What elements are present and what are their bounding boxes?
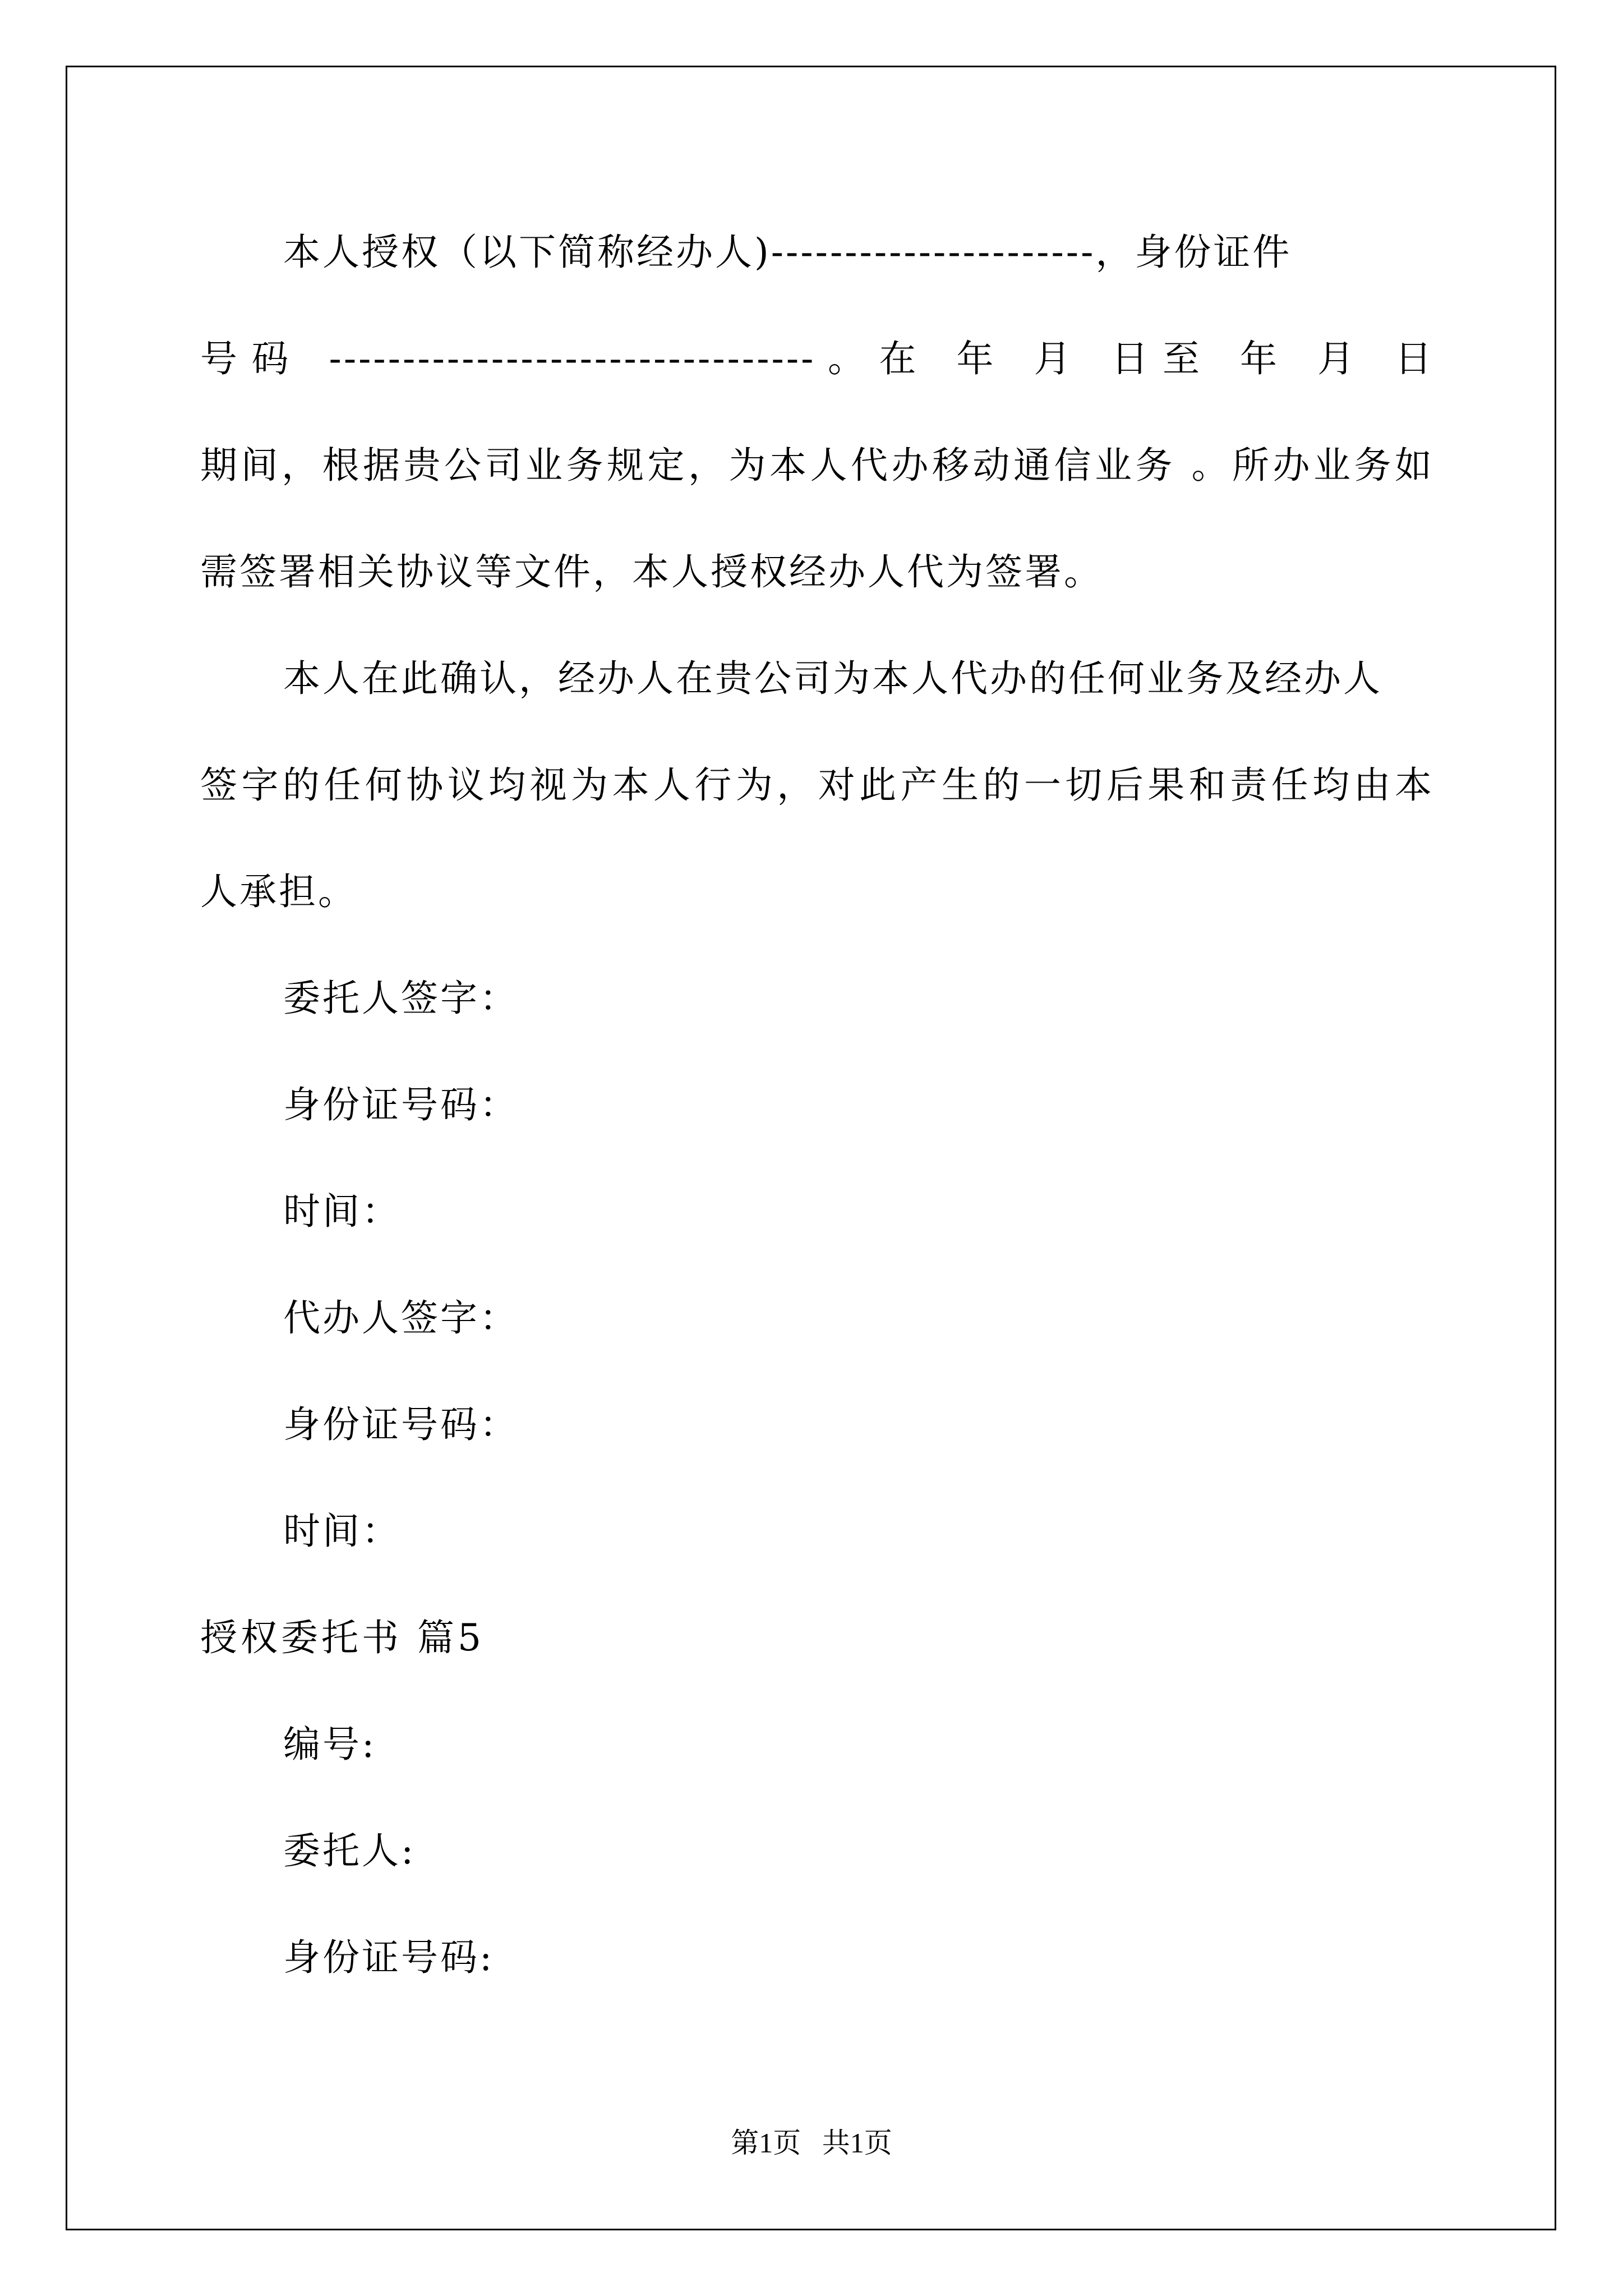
- principal-time-label: 时间：: [283, 1190, 401, 1233]
- paragraph-1-line-2: 号码 ---------------------------------。在 年 月 日至 年 月 日: [200, 337, 1434, 380]
- principal-id-label: 身份证号码：: [283, 1083, 519, 1126]
- page-footer: 第1页 共1页: [731, 2127, 892, 2159]
- paragraph-1-line-3: 期间，根据贵公司业务规定，为本人代办移动通信业务 。所办业务如: [200, 444, 1434, 487]
- id-number-label: 身份证号码:: [283, 1936, 495, 1979]
- paragraph-2-line-2: 签字的任何协议均视为本人行为，对此产生的一切后果和责任均由本: [200, 763, 1434, 807]
- paragraph-1-line-1: 本人授权（以下简称经办人)----------------------，身份证件: [283, 231, 1292, 274]
- principal-label: 委托人:: [283, 1829, 416, 1872]
- number-label: 编号:: [283, 1723, 377, 1766]
- agent-signature-label: 代办人签字：: [283, 1296, 519, 1340]
- principal-signature-label: 委托人签字：: [283, 977, 519, 1020]
- agent-time-label: 时间：: [283, 1510, 401, 1553]
- paragraph-1-line-4: 需签署相关协议等文件，本人授权经办人代为签署。: [200, 550, 1103, 593]
- agent-id-label: 身份证号码：: [283, 1403, 519, 1446]
- paragraph-2-line-3: 人承担。: [200, 870, 357, 913]
- section-5-heading: 授权委托书 篇5: [200, 1616, 485, 1659]
- page-border: [66, 66, 1556, 2230]
- paragraph-2-line-1: 本人在此确认，经办人在贵公司为本人代办的任何业务及经办人: [283, 657, 1382, 700]
